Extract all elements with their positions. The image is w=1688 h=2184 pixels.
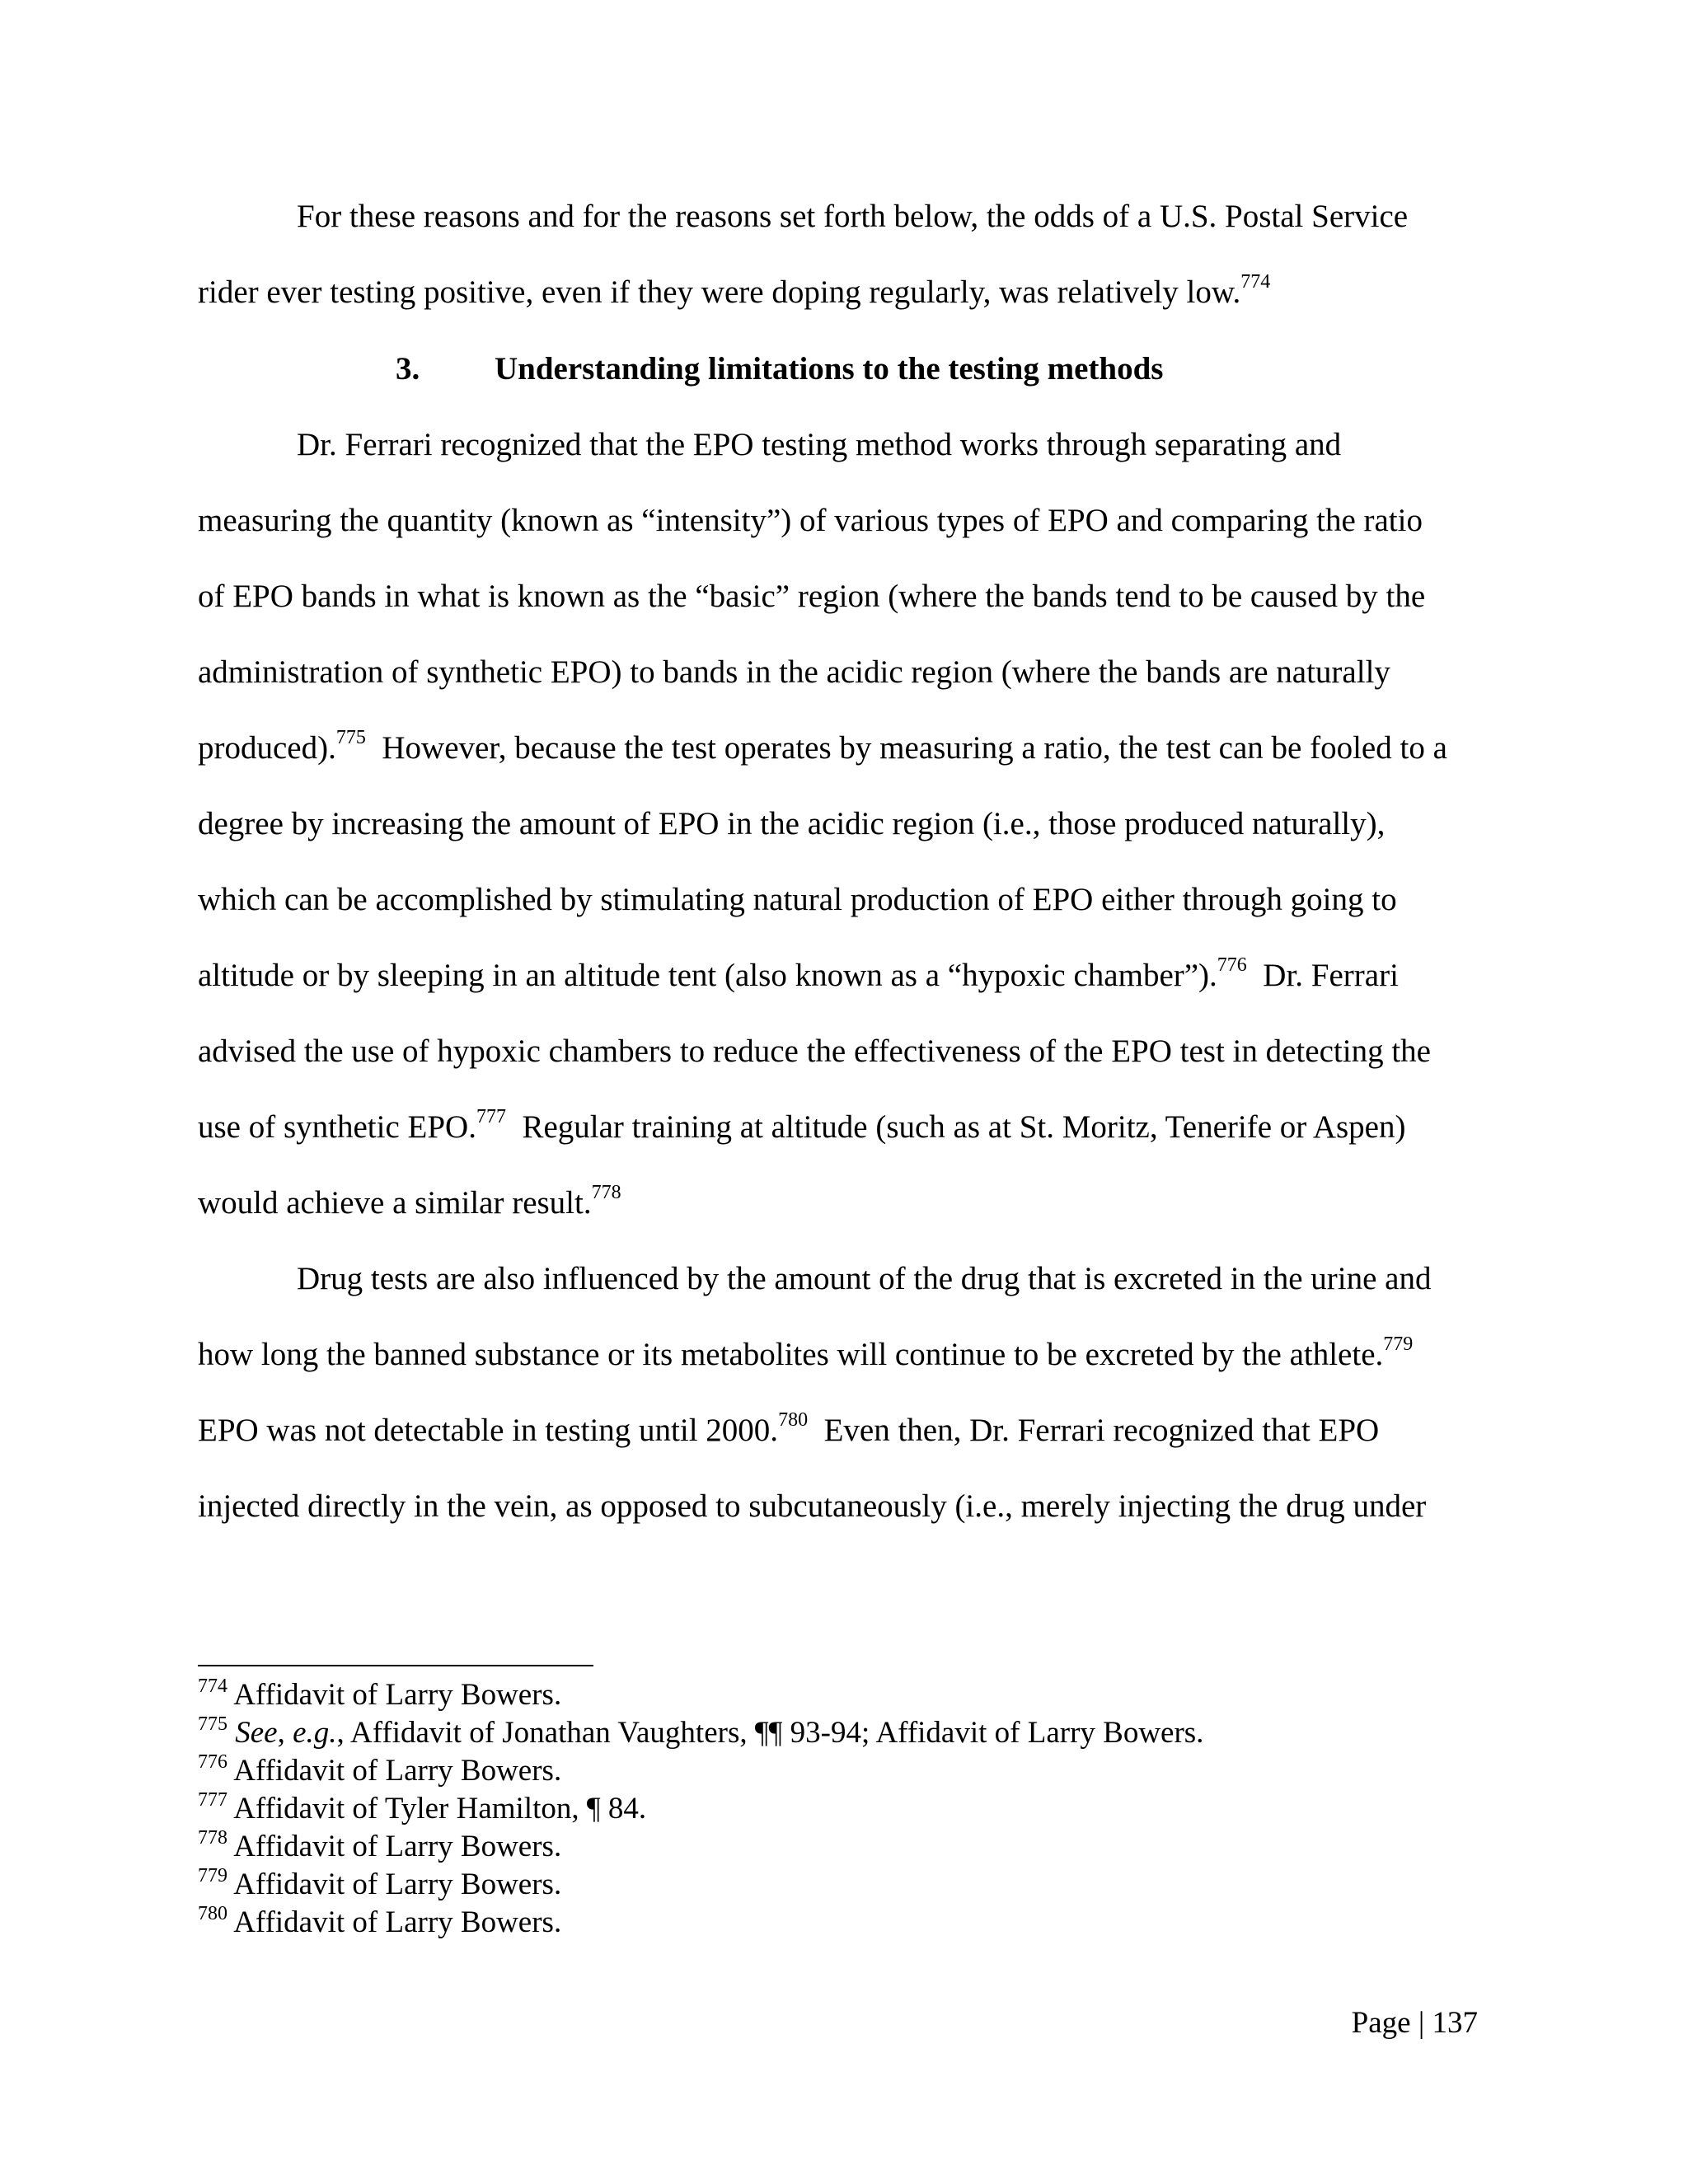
- paragraph-2-line-9: [198, 1031, 1431, 1072]
- footnote-774: [198, 1676, 561, 1714]
- body-text: However, because the test operates by measuring a ratio, the test can be fooled to a: [365, 730, 1447, 766]
- paragraph-3-line-1: [297, 1258, 1431, 1300]
- paragraph-2-line-7: [198, 879, 1397, 921]
- paragraph-2-line-8: [198, 955, 1399, 996]
- footnote-text: Affidavit of Larry Bowers.: [227, 1754, 562, 1788]
- footnote-ref-780[interactable]: 780: [778, 1409, 809, 1431]
- footnote-italic-see: See: [235, 1716, 278, 1750]
- footnote-text: Affidavit of Larry Bowers.: [227, 1905, 562, 1939]
- footnote-number: 777: [198, 1788, 227, 1811]
- paragraph-3-line-2: [198, 1334, 1413, 1376]
- paragraph-2-line-6: [198, 804, 1385, 845]
- footnote-775: [198, 1714, 1203, 1752]
- body-text: degree by increasing the amount of EPO in the acidic region (i.e., those produced naturally),: [198, 806, 1386, 841]
- body-text: Dr. Ferrari: [1246, 958, 1399, 993]
- paragraph-2-line-10: [198, 1107, 1405, 1148]
- footnote-number: 778: [198, 1826, 227, 1849]
- body-text: would achieve a similar result.: [198, 1185, 592, 1221]
- footnote-italic-eg: e.g.: [293, 1716, 337, 1750]
- body-text: how long the banned substance or its metabolites will continue to be excreted by the athlete.: [198, 1337, 1384, 1372]
- paragraph-1-line-2: [198, 272, 1270, 313]
- body-text: produced).: [198, 730, 336, 766]
- footnote-number: 780: [198, 1902, 227, 1924]
- body-text: Dr. Ferrari recognized that the EPO testing method works through separating and: [297, 427, 1342, 462]
- paragraph-2-line-5: [198, 728, 1447, 769]
- footnote-779: [198, 1866, 561, 1904]
- body-text: advised the use of hypoxic chambers to reduce the effectiveness of the EPO test in detecting the: [198, 1033, 1431, 1069]
- footnote-number: 775: [198, 1713, 227, 1735]
- footnote-ref-777[interactable]: 777: [476, 1106, 506, 1127]
- footnote-text: Affidavit of Larry Bowers.: [227, 1678, 562, 1712]
- footnote-number: 779: [198, 1864, 227, 1886]
- footnote-780: [198, 1904, 561, 1942]
- paragraph-2-line-11: [198, 1183, 621, 1224]
- body-text: Even then, Dr. Ferrari recognized that EPO: [808, 1413, 1380, 1448]
- section-title: Understanding limitations to the testing methods: [495, 351, 1164, 387]
- section-number: 3.: [396, 351, 420, 387]
- footnote-ref-779[interactable]: 779: [1383, 1333, 1414, 1355]
- body-text: For these reasons and for the reasons set forth below, the odds of a U.S. Postal Service: [297, 199, 1409, 234]
- body-text: rider ever testing positive, even if they were doping regularly, was relatively low.: [198, 274, 1241, 310]
- page-number: Page | 137: [1351, 2006, 1478, 2040]
- footnote-ref-778[interactable]: 778: [591, 1182, 621, 1203]
- body-text: EPO was not detectable in testing until 2000.: [198, 1413, 779, 1448]
- footnote-776: [198, 1752, 561, 1790]
- body-text: which can be accomplished by stimulating natural production of EPO either through going to: [198, 882, 1397, 917]
- footnote-ref-775[interactable]: 775: [335, 727, 366, 748]
- paragraph-2-line-2: [198, 500, 1423, 541]
- body-text: measuring the quantity (known as “intensity”) of various types of EPO and comparing the ratio: [198, 503, 1423, 538]
- footnote-778: [198, 1828, 561, 1866]
- footnote-number: 774: [198, 1675, 227, 1697]
- paragraph-2-line-4: [198, 652, 1390, 693]
- footnote-text: Affidavit of Larry Bowers.: [227, 1830, 562, 1863]
- paragraph-3-line-3: [198, 1410, 1379, 1451]
- paragraph-2-line-1: [297, 424, 1341, 466]
- footnote-777: [198, 1790, 646, 1828]
- footnote-separator: [198, 1665, 593, 1666]
- body-text: altitude or by sleeping in an altitude tent (also known as a “hypoxic chamber”).: [198, 958, 1217, 993]
- footnote-number: 776: [198, 1750, 227, 1773]
- section-heading: [396, 349, 1163, 390]
- footnote-ref-774[interactable]: 774: [1240, 271, 1271, 293]
- footnote-ref-776[interactable]: 776: [1217, 954, 1247, 976]
- body-text: of EPO bands in what is known as the “basic” region (where the bands tend to be caused by the: [198, 579, 1426, 614]
- footnote-text: Affidavit of Tyler Hamilton, ¶ 84.: [227, 1792, 647, 1825]
- paragraph-3-line-4: [198, 1486, 1426, 1527]
- paragraph-1-line-1: [297, 196, 1408, 237]
- body-text: use of synthetic EPO.: [198, 1109, 476, 1145]
- paragraph-2-line-3: [198, 576, 1425, 617]
- body-text: Regular training at altitude (such as at St. Moritz, Tenerife or Aspen): [505, 1109, 1406, 1145]
- footnote-text: , Affidavit of Jonathan Vaughters, ¶¶ 93-94; Affidavit of Larry Bowers.: [336, 1716, 1204, 1750]
- body-text: administration of synthetic EPO) to bands in the acidic region (where the bands are naturally: [198, 654, 1390, 690]
- footnote-separator-text: ,: [277, 1716, 293, 1750]
- body-text: Drug tests are also influenced by the amount of the drug that is excreted in the urine and: [297, 1261, 1432, 1296]
- body-text: injected directly in the vein, as opposed to subcutaneously (i.e., merely injecting the drug under: [198, 1488, 1427, 1524]
- footnote-text: Affidavit of Larry Bowers.: [227, 1868, 562, 1901]
